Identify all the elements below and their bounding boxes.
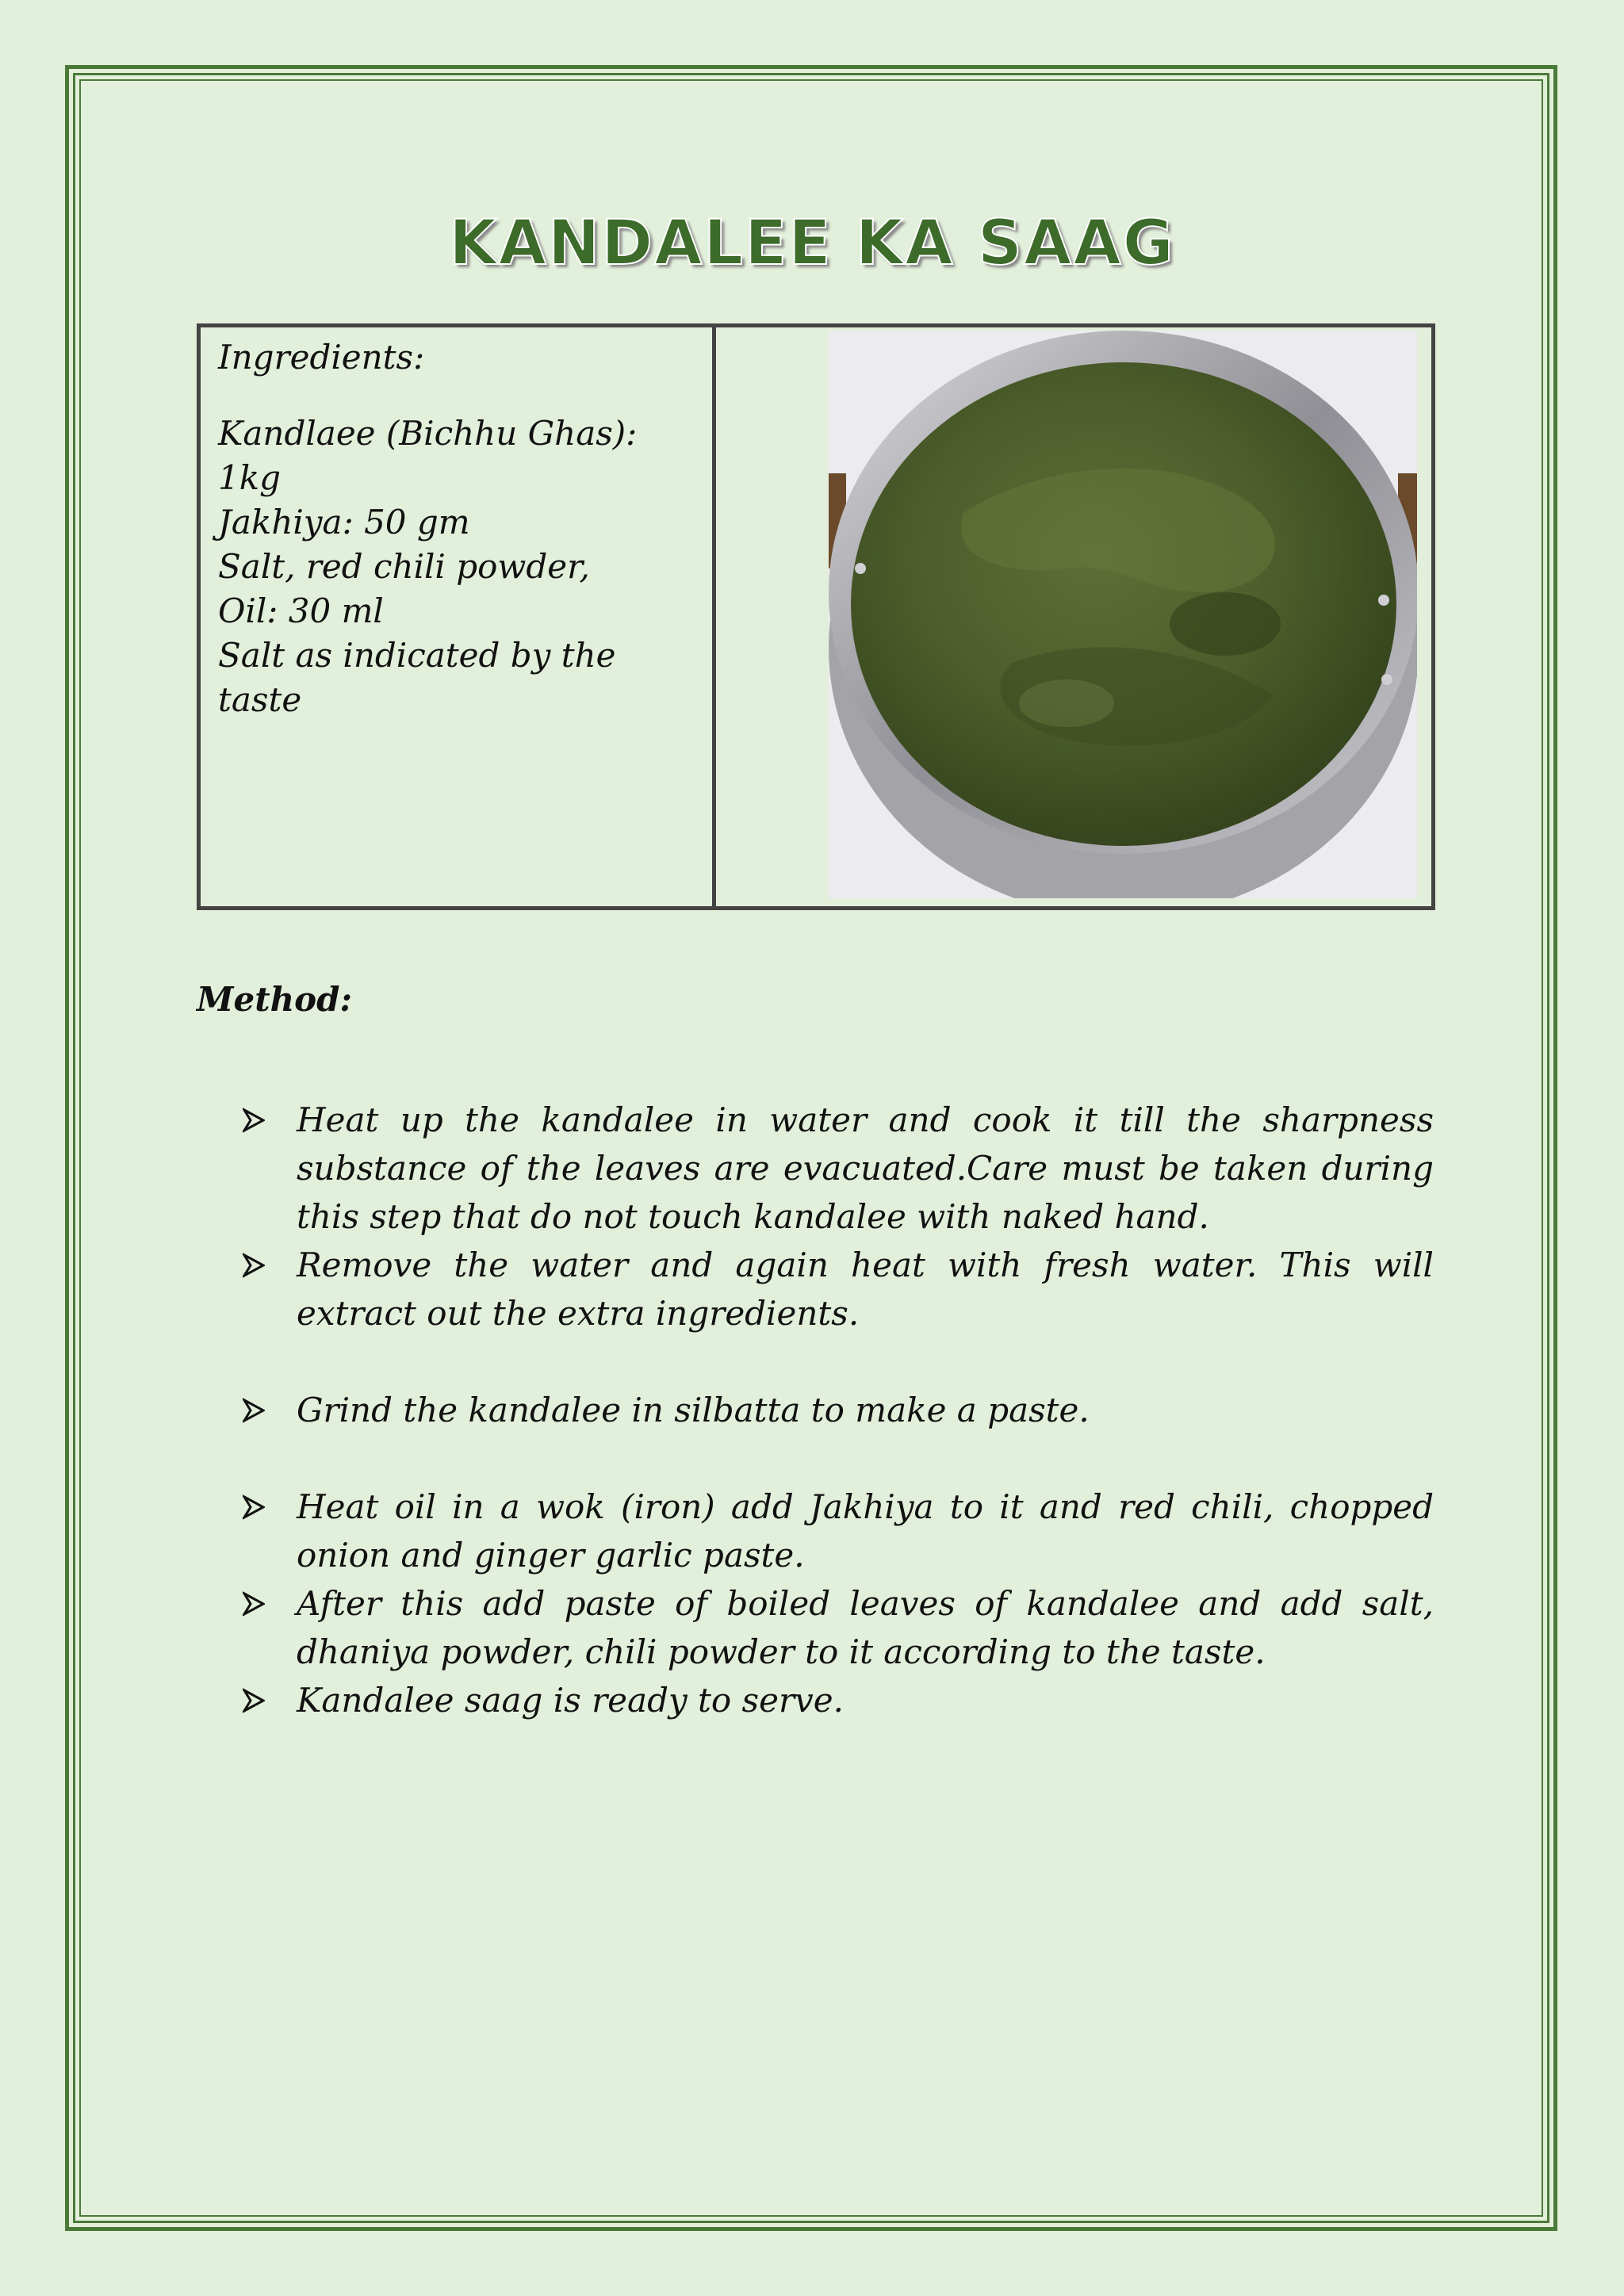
arrowhead-bullet-icon <box>243 1687 265 1714</box>
recipe-title: KANDALEE KA SAAG <box>449 208 1175 279</box>
ingredient-line: Salt as indicated by the <box>218 636 616 675</box>
ingredients-cell <box>201 327 716 906</box>
saag-photo <box>829 331 1417 898</box>
ingredient-line: Salt, red chili powder, <box>218 547 590 586</box>
method-step-text: Heat up the kandalee in water and cook it till the sharpness substance of the leaves are evacuated.Care must be taken during this step that do not touch kandalee with naked hand. <box>297 1100 1434 1236</box>
ingredient-line: Kandlaee (Bichhu Ghas): <box>218 414 638 453</box>
ingredients-list <box>218 411 695 722</box>
method-step-text: After this add paste of boiled leaves of kandalee and add salt, dhaniya powder, chili powder to it according to the taste. <box>297 1584 1434 1671</box>
method-step <box>243 1241 1434 1337</box>
ingredients-heading: Ingredients: <box>218 338 425 377</box>
method-steps-list <box>243 1096 1434 1724</box>
method-step-text: Remove the water and again heat with fresh water. This will extract out the extra ingredients. <box>297 1246 1434 1333</box>
ingredient-line: Oil: 30 ml <box>218 591 384 630</box>
ingredients-table <box>197 323 1435 910</box>
arrowhead-bullet-icon <box>243 1397 265 1424</box>
method-step-text: Grind the kandalee in silbatta to make a paste. <box>297 1391 1090 1429</box>
ingredient-line: taste <box>218 680 302 719</box>
method-step <box>243 1483 1434 1579</box>
ingredient-line: 1kg <box>218 458 282 497</box>
bowl-of-saag-icon <box>829 331 1417 898</box>
arrowhead-bullet-icon <box>243 1107 265 1134</box>
photo-cell <box>716 327 1431 906</box>
arrowhead-bullet-icon <box>243 1494 265 1521</box>
method-heading: Method: <box>197 980 353 1019</box>
method-step <box>243 1096 1434 1241</box>
method-step-text: Kandalee saag is ready to serve. <box>297 1681 844 1720</box>
arrowhead-bullet-icon <box>243 1590 265 1617</box>
method-step <box>243 1386 1434 1434</box>
arrowhead-bullet-icon <box>243 1252 265 1279</box>
ingredient-line: Jakhiya: 50 gm <box>218 503 470 541</box>
method-step-text: Heat oil in a wok (iron) add Jakhiya to it and red chili, chopped onion and ginger garlic paste. <box>297 1487 1434 1575</box>
method-step <box>243 1676 1434 1724</box>
method-step <box>243 1579 1434 1676</box>
